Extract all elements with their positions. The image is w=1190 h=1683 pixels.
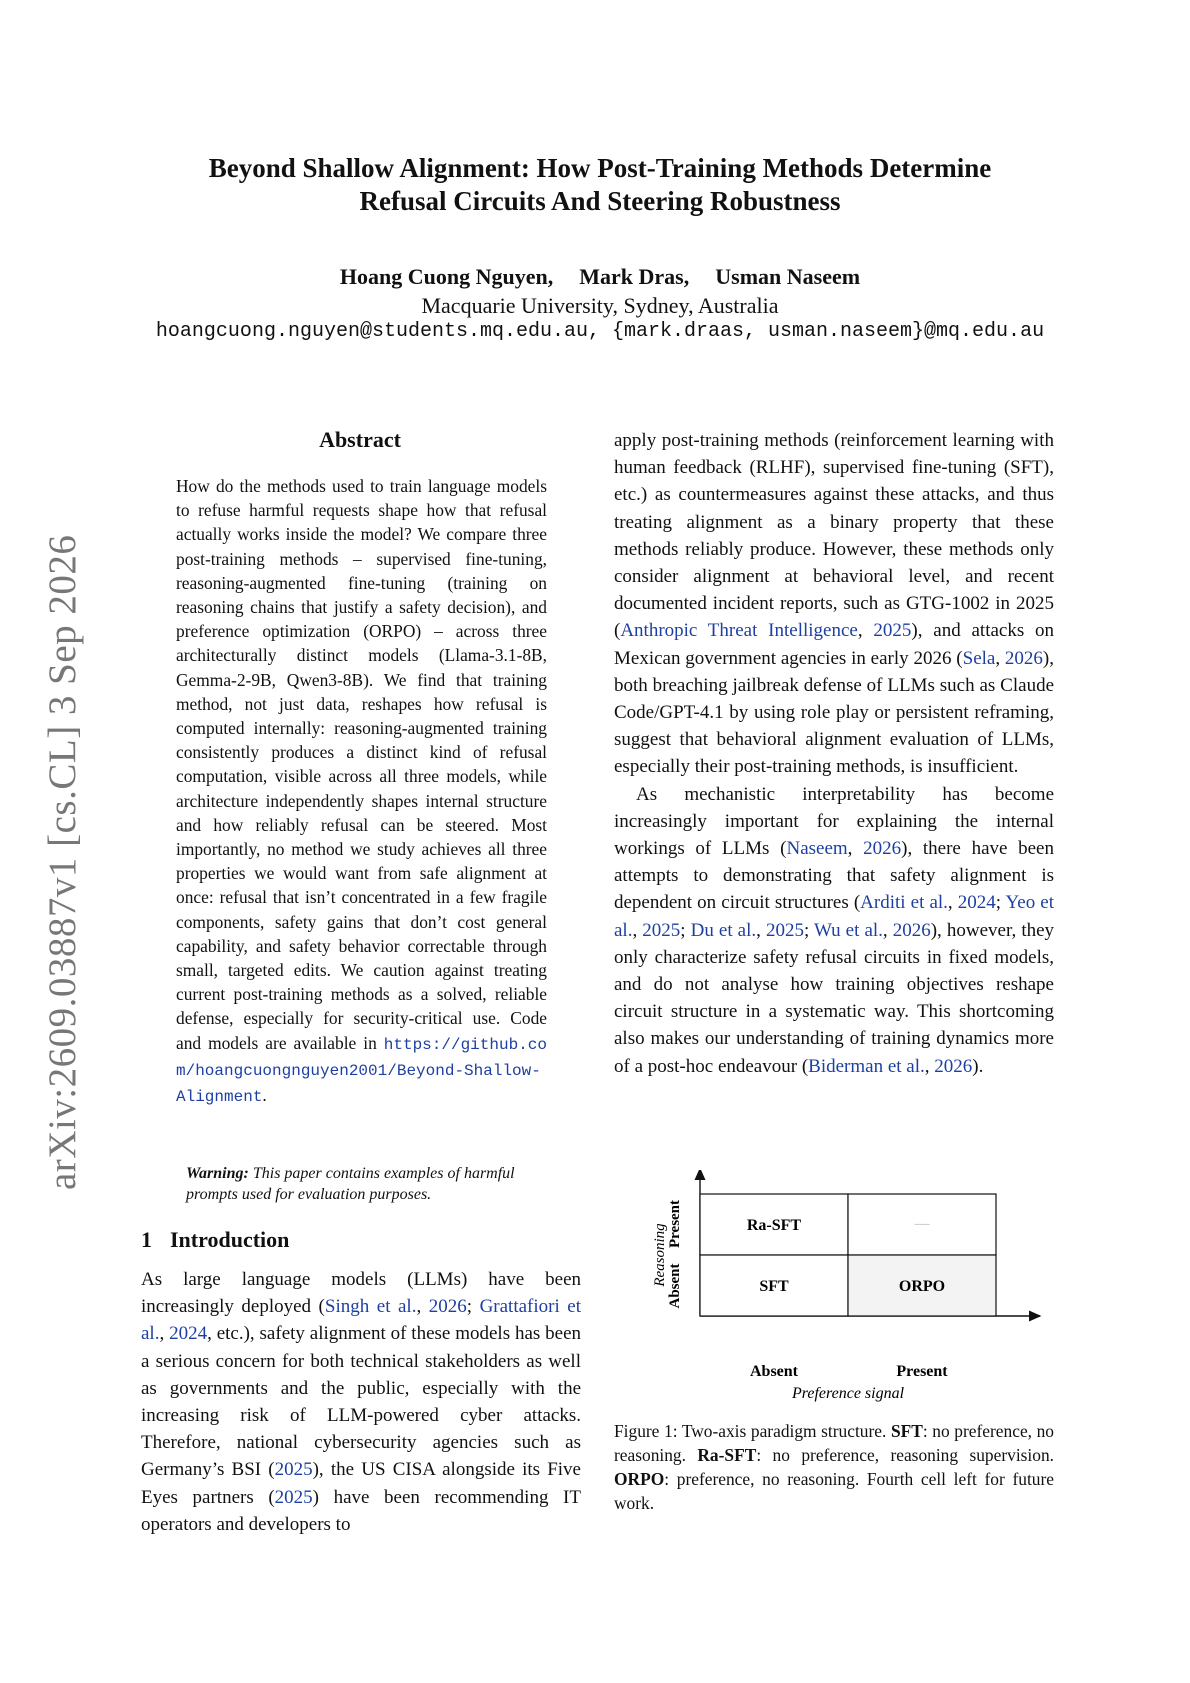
warning-label: Warning:	[186, 1165, 249, 1182]
abstract-text: How do the methods used to train language models to refuse harmful requests shape how that refusal actually works inside the model? We compare three post-training methods – supervised fine-tuning, reasoning-augmented fine-tuning (training on reasoning chains that justify a safety decision), and preference optimization (ORPO) – across three architecturally distinct models (Llama-3.1-8B, Gemma-2-9B, Qwen3-8B). We find that training method, not just data, reshapes how refusal is computed internally: reasoning-augmented training consistently produces a distinct kind of refusal computation, visible across all three models, while architecture independently shapes internal structure and how reliably refusal can be steered. Most importantly, no method we study achieves all three properties we would want from safe alignment at once: refusal that isn’t concentrated in a few fragile components, safety gains that don’t cost general capability, and safety behavior correctable through small, targeted edits. We caution against treating current post-training methods as a solved, reliable defense, especially for security-critical use. Code and models are available in	[176, 476, 547, 1053]
citation-link[interactable]: Grattafiori et al.	[141, 1296, 581, 1345]
author-2: Mark Dras,	[579, 264, 690, 289]
intro-paragraph: As large language models (LLMs) have been increasingly deployed (Singh et al., 2026; Grattafiori et al., 2024, etc.), safety alignment of these models has been a serious concern for both technical stakeholders as well as governments and the public, especially with the increasing risk of LLM-powered cyber attacks. Therefore, national cybersecurity agencies such as Germany’s BSI (2025), the US CISA alongside its Five Eyes partners (2025) have been recommending IT operators and developers to	[141, 1269, 582, 1535]
citation-link[interactable]: Du et al.	[690, 919, 757, 941]
citation-link[interactable]: Wu et al.	[813, 919, 883, 941]
x-tick-absent: Absent	[749, 1363, 799, 1380]
cell-label-sft: SFT	[759, 1278, 789, 1295]
citation-link[interactable]: 2025	[642, 919, 681, 941]
section-number: 1	[141, 1227, 152, 1252]
citation-link[interactable]: Biderman et al.	[808, 1055, 925, 1077]
abstract-heading: Abstract	[319, 427, 401, 452]
x-tick-present: Present	[896, 1363, 948, 1380]
author-emails: hoangcuong.nguyen@students.mq.edu.au, {mark.draas, usman.naseem}@mq.edu.au	[155, 320, 1045, 343]
right-column-text	[614, 427, 1054, 1080]
citation-link[interactable]: 2025	[274, 1486, 313, 1508]
figure-1	[620, 1170, 1060, 1410]
y-axis-title: Reasoning	[652, 1223, 668, 1287]
title-line-1: Beyond Shallow Alignment: How Post-Training Methods Determine	[208, 153, 992, 183]
author-1: Hoang Cuong Nguyen,	[339, 264, 554, 289]
citation-link[interactable]: Sela	[962, 647, 996, 669]
citation-link[interactable]: 2026	[863, 838, 902, 860]
paragraph-1: apply post-training methods (reinforcement learning with human feedback (RLHF), supervised fine-tuning (SFT), etc.) as countermeasures against these attacks, and thus treating alignment as a binary property that these methods reliably produce. However, these methods only consider alignment at behavioral level, and recent documented incident reports, such as GTG-1002 in 2025 (Anthropic Threat Intelligence, 2025), and attacks on Mexican government agencies in early 2026 (Sela, 2026), both breaching jailbreak defense of LLMs such as Claude Code/GPT-4.1 by using role play or persistent reframing, suggest that behavioral alignment evaluation of LLMs, especially their post-training methods, is insufficient.	[614, 430, 1055, 778]
author-3: Usman Naseem	[715, 264, 861, 289]
citation-link[interactable]: 2026	[892, 919, 931, 941]
section-heading	[141, 1227, 289, 1253]
affiliation: Macquarie University, Sydney, Australia	[421, 293, 779, 318]
cell-label-empty: —	[914, 1216, 930, 1232]
citation-link[interactable]: Anthropic Threat Intelligence	[620, 620, 858, 642]
y-tick-present: Present	[667, 1199, 683, 1249]
citation-link[interactable]: 2026	[428, 1296, 467, 1318]
citation-link[interactable]: 2024	[957, 892, 996, 914]
arxiv-identifier: arXiv:2609.03887v1 [cs.CL] 3 Sep 2026	[41, 534, 84, 1190]
paradigm-diagram	[620, 1170, 1060, 1410]
citation-link[interactable]: Yeo et al.	[614, 892, 1054, 941]
paragraph-2: As mechanistic interpretability has become increasingly important for explaining the internal workings of LLMs (Naseem, 2026), there have been attempts to demonstrating that safety alignment is dependent on circuit structures (Arditi et al., 2024; Yeo et al., 2025; Du et al., 2025; Wu et al., 2026), however, they only characterize safety refusal circuits in fixed models, and do not analyse how training objectives reshape circuit structure in a systematic way. This shortcoming also makes our understanding of training dynamics more of a post-hoc endeavour (Biderman et al., 2026).	[614, 783, 1055, 1077]
figure-caption: Figure 1: Two-axis paradigm structure. SFT: no preference, no reasoning. Ra-SFT: no preference, reasoning supervision. ORPO: preference, no reasoning. Fourth cell left for future work.	[614, 1421, 1054, 1513]
paper-title	[120, 152, 1080, 218]
citation-link[interactable]: 2025	[765, 919, 804, 941]
cell-label-ra-sft: Ra-SFT	[746, 1217, 802, 1234]
citation-link[interactable]: 2025	[274, 1459, 313, 1481]
abstract-body: How do the methods used to train language models to refuse harmful requests shape how that refusal actually works inside the model? We compare three post-training methods – supervised fine-tuning, reasoning-augmented fine-tuning (training on reasoning chains that justify a safety decision), and preference optimization (ORPO) – across three architecturally distinct models (Llama-3.1-8B, Gemma-2-9B, Qwen3-8B). We find that training method, not just data, reshapes how refusal is computed internally: reasoning-augmented training consistently produces a distinct kind of refusal computation, visible across all three models, while architecture independently shapes internal structure and how reliably refusal can be steered. Most importantly, no method we study achieves all three properties we would want from safe alignment at once: refusal that isn’t concentrated in a few fragile components, safety gains that don’t cost general capability, and safety behavior correctable through small, targeted edits. We caution against treating current post-training methods as a solved, reliable defense, especially for security-critical use. Code and models are available in https://github.com/hoangcuongnguyen2001/Beyond-Shallow-Alignment.	[176, 476, 547, 1107]
citation-link[interactable]: Singh et al.	[324, 1296, 417, 1318]
title-line-2: Refusal Circuits And Steering Robustness	[359, 186, 841, 216]
citation-link[interactable]: 2024	[169, 1323, 208, 1345]
content-warning	[186, 1163, 547, 1205]
warning-text: This paper contains examples of harmful prompts used for evaluation purposes.	[186, 1165, 515, 1203]
author-list	[120, 264, 1080, 290]
citation-link[interactable]: 2026	[934, 1055, 973, 1077]
citation-link[interactable]: 2025	[873, 620, 912, 642]
cell-label-orpo: ORPO	[898, 1278, 946, 1295]
y-tick-absent: Absent	[667, 1263, 683, 1309]
citation-link[interactable]: Naseem	[786, 838, 848, 860]
section-title: Introduction	[170, 1227, 290, 1252]
citation-link[interactable]: 2026	[1004, 647, 1043, 669]
citation-link[interactable]: Arditi et al.	[860, 892, 948, 914]
x-axis-title: Preference signal	[791, 1385, 905, 1402]
code-link[interactable]: https://github.com/hoangcuongnguyen2001/Beyond-Shallow-Alignment	[176, 1035, 547, 1107]
